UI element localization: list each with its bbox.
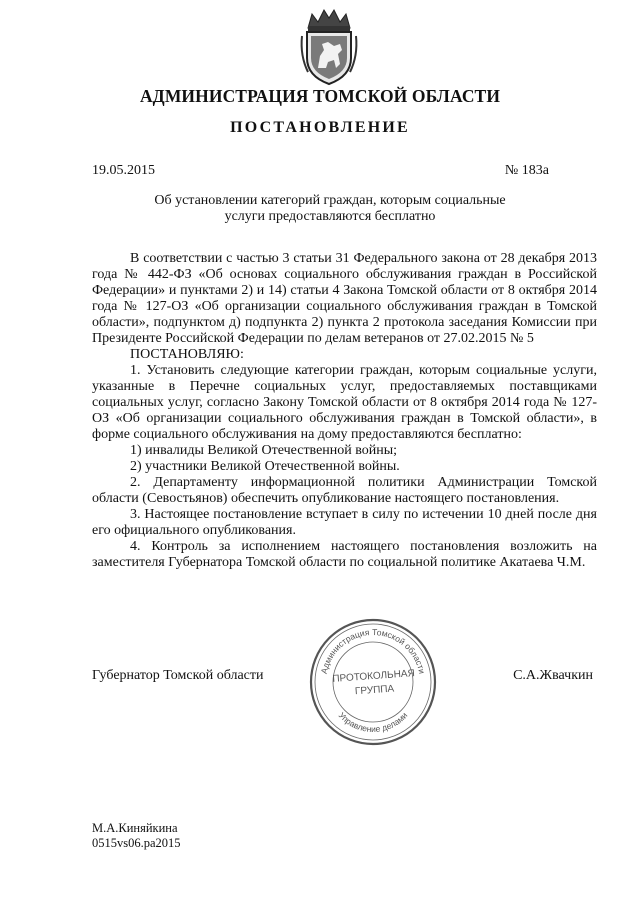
body-paragraph-item-4: 4. Контроль за исполнением настоящего постановления возложить на заместителя Губернатора Томской области по социальной политике Акатаева Ч.М. — [92, 539, 597, 570]
body-paragraph-subitem-1: 1) инвалиды Великой Отечественной войны; — [130, 443, 398, 458]
document-subject — [150, 193, 510, 225]
signatory-name: С.А.Жвачкин — [513, 668, 593, 683]
body-paragraph-resolve: ПОСТАНОВЛЯЮ: — [130, 347, 244, 362]
stamp-inner-line-2: ГРУППА — [354, 683, 395, 698]
executor-file-code: 0515vs06.pa2015 — [92, 836, 181, 850]
executor-name: М.А.Киняйкина — [92, 821, 178, 835]
stamp-outer-top-text: Администрация Томской области — [318, 626, 428, 675]
tomsk-coat-of-arms-icon — [298, 6, 360, 86]
document-type: ПОСТАНОВЛЕНИЕ — [230, 119, 410, 136]
stamp-inner-line-1: ПРОТОКОЛЬНАЯ — [332, 668, 416, 685]
subject-line: услуги предоставляются бесплатно — [224, 209, 436, 224]
signatory-title: Губернатор Томской области — [92, 668, 264, 683]
body-paragraph-subitem-2: 2) участники Великой Отечественной войны. — [130, 459, 400, 474]
subject-line: Об установлении категорий граждан, которым социальные — [154, 193, 506, 208]
stamp-outer-bottom-text: Управление делами — [336, 710, 410, 735]
body-paragraph-item-3: 3. Настоящее постановление вступает в силу по истечении 10 дней после дня его официального опубликования. — [92, 507, 597, 538]
document-date: 19.05.2015 — [92, 163, 155, 178]
body-paragraph-item-2: 2. Департаменту информационной политики Администрации Томской области (Севостьянов) обеспечить опубликование настоящего постановления. — [92, 475, 597, 506]
body-paragraph-preamble: В соответствии с частью 3 статьи 31 Федерального закона от 28 декабря 2013 года № 442-ФЗ «Об основах социального обслуживания граждан в Российской Федерации» и пунктами 2) и 14) статьи 4 Закона Томской области от 8 октября 2014 года № 127-ОЗ «Об организации социального обслуживания граждан в Томской области», подпунктом д) подпункта 2) пункта 2 протокола заседания Комиссии при Президенте Российской Федерации по делам ветеранов от 27.02.2015 № 5 — [92, 251, 597, 346]
executor-info — [92, 821, 181, 851]
document-number: № 183а — [504, 163, 549, 178]
organization-title: АДМИНИСТРАЦИЯ ТОМСКОЙ ОБЛАСТИ — [139, 86, 501, 106]
document-body — [92, 251, 597, 571]
body-paragraph-item-1: 1. Установить следующие категории граждан, которым социальные услуги, указанные в Перечне социальных услуг, предоставляемых поставщиками социальных услуг, согласно Закону Томской области от 8 октября 2014 года № 127-ОЗ «Об организации социального обслуживания граждан в Томской области», в форме социального обслуживания на дому предоставляются бесплатно: — [92, 363, 597, 442]
official-stamp-icon — [306, 615, 440, 749]
